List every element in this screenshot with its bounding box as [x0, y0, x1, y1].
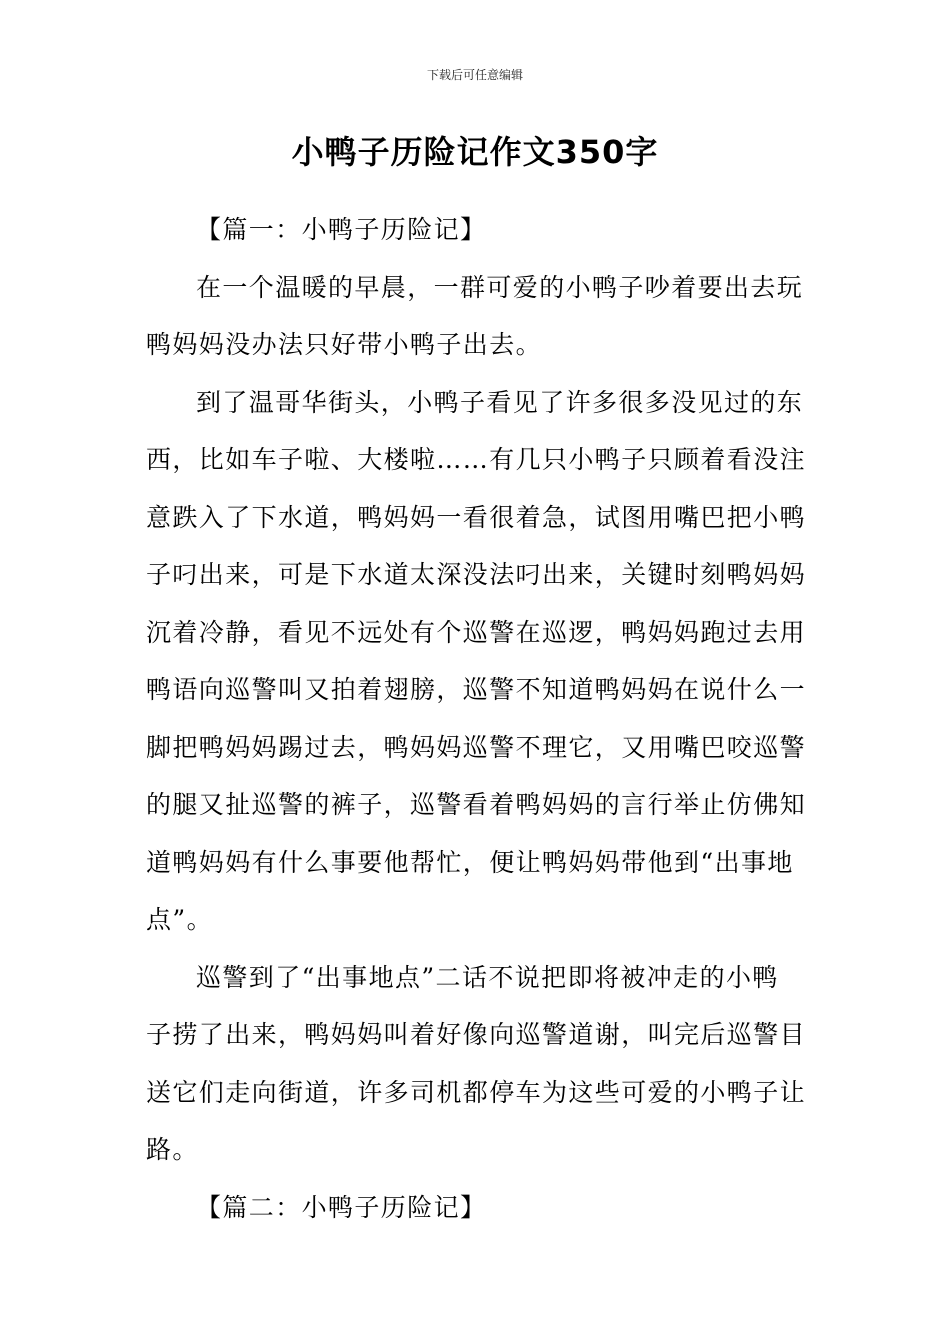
paragraph-line: 在一个温暖的早晨，一群可爱的小鸭子吵着要出去玩	[196, 272, 804, 302]
paragraph-line: 脚把鸭妈妈踢过去，鸭妈妈巡警不理它，又用嘴巴咬巡警	[146, 732, 807, 762]
paragraph-line: 巡警到了“出事地点”二话不说把即将被冲走的小鸭	[196, 962, 779, 992]
paragraph-line: 鸭语向巡警叫又拍着翅膀，巡警不知道鸭妈妈在说什么一	[146, 675, 807, 704]
section-heading-1: 【篇一：小鸭子历险记】	[196, 215, 487, 244]
paragraph-line: 沉着冷静，看见不远处有个巡警在巡逻，鸭妈妈跑过去用	[146, 617, 807, 647]
paragraph-line: 意跌入了下水道，鸭妈妈一看很着急，试图用嘴巴把小鸭	[146, 502, 807, 532]
header-note: 下载后可任意编辑	[426, 68, 523, 82]
section-heading-2: 【篇二：小鸭子历险记】	[196, 1192, 487, 1222]
paragraph-line: 鸭妈妈没办法只好带小鸭子出去。	[146, 330, 543, 359]
paragraph-line: 点”。	[146, 905, 213, 934]
paragraph-line: 西，比如车子啦、大楼啦……有几只小鸭子只顾着看没注	[146, 445, 807, 474]
paragraph-line: 道鸭妈妈有什么事要他帮忙，便让鸭妈妈带他到“出事地	[146, 847, 794, 877]
paragraph-line: 到了温哥华街头，小鸭子看见了许多很多没见过的东	[196, 387, 804, 417]
paragraph-line: 路。	[146, 1135, 199, 1164]
document-body	[146, 201, 808, 1236]
paragraph-line: 送它们走向街道，许多司机都停车为这些可爱的小鸭子让	[146, 1077, 807, 1107]
paragraph-line: 子捞了出来，鸭妈妈叫着好像向巡警道谢，叫完后巡警目	[146, 1020, 807, 1049]
document-title: 小鸭子历险记作文350字	[291, 133, 659, 171]
paragraph-line: 子叼出来，可是下水道太深没法叼出来，关键时刻鸭妈妈	[146, 560, 807, 589]
paragraph-line: 的腿又扯巡警的裤子，巡警看着鸭妈妈的言行举止仿佛知	[146, 790, 807, 819]
